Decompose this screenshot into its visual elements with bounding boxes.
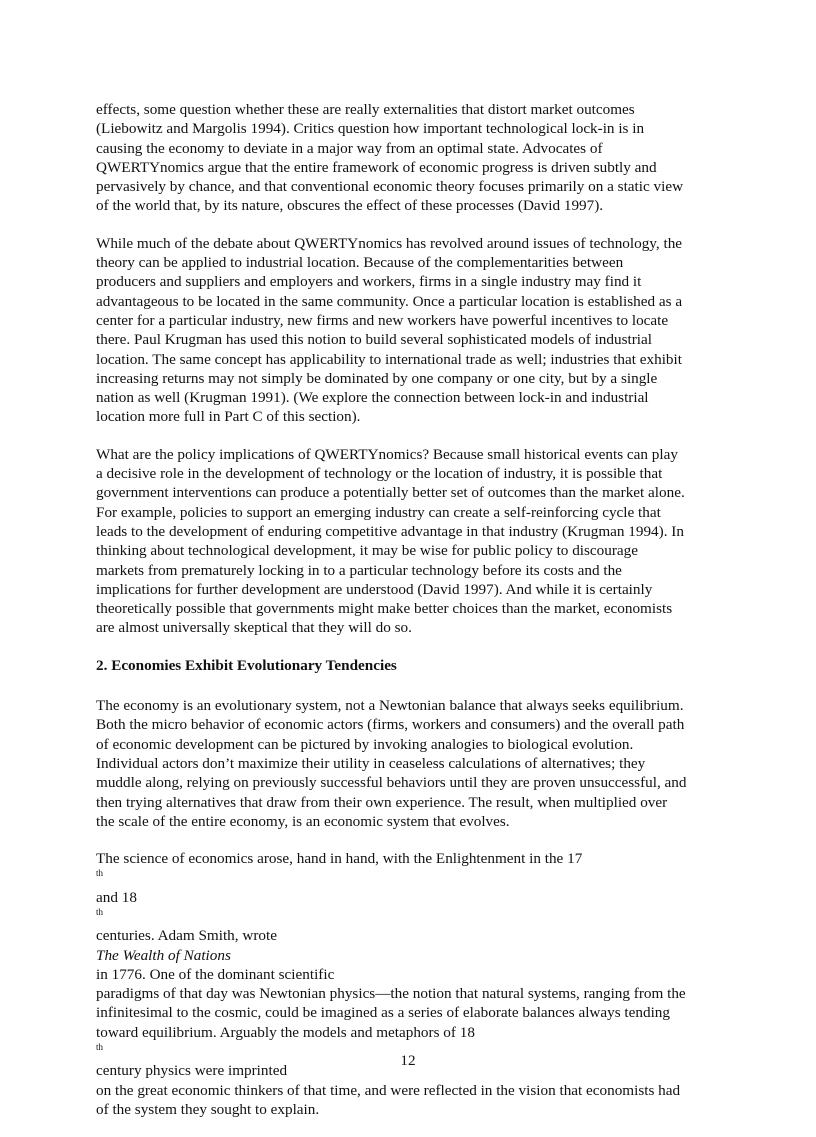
- text-line: For example, policies to support an emerging industry can create a self-reinforcing cycle that: [96, 503, 661, 521]
- text-line: paradigms of that day was Newtonian physics—the notion that natural systems, ranging from the: [96, 985, 686, 1003]
- text-fragment: century physics were imprinted: [96, 1062, 288, 1080]
- text-line: of economic development can be pictured by invoking analogies to biological evolution.: [96, 735, 634, 753]
- superscript: th: [96, 906, 104, 917]
- text-line: pervasively by chance, and that conventional economic theory focuses primarily on a static view: [96, 178, 684, 196]
- text-line: nation as well (Krugman 1991). (We explore the connection between lock-in and industrial: [96, 389, 649, 407]
- text-line: Both the micro behavior of economic actors (firms, workers and consumers) and the overall path: [96, 716, 685, 734]
- text-line: government interventions can produce a potentially better set of outcomes than the market alone.: [96, 484, 685, 502]
- text-fragment: and 18: [96, 888, 137, 906]
- text-line: leads to the development of enduring competitive advantage in that industry (Krugman 1994). In: [96, 522, 684, 540]
- text-line: infinitesimal to the cosmic, could be imagined as a series of elaborate balances always tending: [96, 1004, 670, 1022]
- text-line: [96, 849, 736, 926]
- text-line: are almost universally skeptical that they will do so.: [96, 619, 412, 637]
- text-line: While much of the debate about QWERTYnomics has revolved around issues of technology, the: [96, 234, 683, 252]
- text-line: of the system they sought to explain.: [96, 1100, 320, 1118]
- text-line: theoretically possible that governments might make better choices than the market, economists: [96, 600, 673, 618]
- text-fragment: toward equilibrium. Arguably the models and metaphors of 18: [96, 1023, 475, 1041]
- text-line: on the great economic thinkers of that time, and were reflected in the vision that economists had: [96, 1081, 681, 1099]
- text-line: The economy is an evolutionary system, not a Newtonian balance that always seeks equilibrium.: [96, 697, 684, 715]
- text-fragment: The science of economics arose, hand in hand, with the Enlightenment in the 17: [96, 850, 583, 868]
- text-line: causing the economy to deviate in a major way from an optimal state. Advocates of: [96, 139, 603, 157]
- paragraph-evolutionary-system: [96, 696, 736, 831]
- superscript: th: [96, 1042, 104, 1053]
- text-line: muddle along, relying on previously successful behaviors until they are proven unsuccessful, and: [96, 774, 687, 792]
- text-line: theory can be applied to industrial location. Because of the complementarities between: [96, 254, 624, 272]
- text-line: Individual actors don’t maximize their utility in ceaseless calculations of alternatives; they: [96, 754, 646, 772]
- text-line: What are the policy implications of QWERTYnomics? Because small historical events can play: [96, 445, 678, 463]
- text-line: markets from prematurely locking in to a particular technology before its costs and the: [96, 561, 622, 579]
- text-line: of the world that, by its nature, obscures the effect of these processes (David 1997).: [96, 197, 604, 215]
- text-line: a decisive role in the development of technology or the location of industry, it is possible that: [96, 465, 663, 483]
- text-line: there. Paul Krugman has used this notion to build several sophisticated models of industrial: [96, 331, 652, 349]
- text-line: producers and suppliers and employers and workers, firms in a single industry may find it: [96, 273, 642, 291]
- paragraph-industrial-location: [96, 234, 736, 427]
- text-line: then trying alternatives that draw from their own experience. The result, when multiplied over: [96, 793, 668, 811]
- paragraph-science-of-economics: [96, 849, 736, 1119]
- paragraph-policy-implications: [96, 445, 736, 638]
- text-fragment: centuries. Adam Smith, wrote: [96, 927, 277, 945]
- book-title: The Wealth of Nations: [96, 946, 231, 964]
- section-heading: 2. Economies Exhibit Evolutionary Tendencies: [96, 656, 397, 674]
- text-line: increasing returns may not simply be dominated by one company or one city, but by a single: [96, 369, 658, 387]
- text-fragment: in 1776. One of the dominant scientific: [96, 965, 335, 983]
- text-line: [96, 926, 736, 984]
- text-line: advantageous to be located in the same community. Once a particular location is established as a: [96, 292, 683, 310]
- text-line: effects, some question whether these are really externalities that distort market outcomes: [96, 101, 635, 118]
- document-page: [96, 100, 736, 1137]
- text-line: implications for further development are understood (David 1997). And while it is certainly: [96, 580, 653, 598]
- text-line: the scale of the entire economy, is an economic system that evolves.: [96, 812, 510, 830]
- text-line: thinking about technological development, it may be wise for public policy to discourage: [96, 542, 638, 560]
- text-line: (Liebowitz and Margolis 1994). Critics question how important technological lock-in is in: [96, 120, 645, 138]
- page-number: 12: [400, 1052, 416, 1069]
- text-line: location more full in Part C of this section).: [96, 408, 361, 426]
- paragraph-lock-in-critics: [96, 100, 736, 216]
- text-line: QWERTYnomics argue that the entire framework of economic progress is driven subtly and: [96, 158, 657, 176]
- text-line: center for a particular industry, new firms and new workers have powerful incentives to locate: [96, 311, 669, 329]
- text-line: location. The same concept has applicability to international trade as well; industries that exhibit: [96, 350, 682, 368]
- superscript: th: [96, 868, 104, 879]
